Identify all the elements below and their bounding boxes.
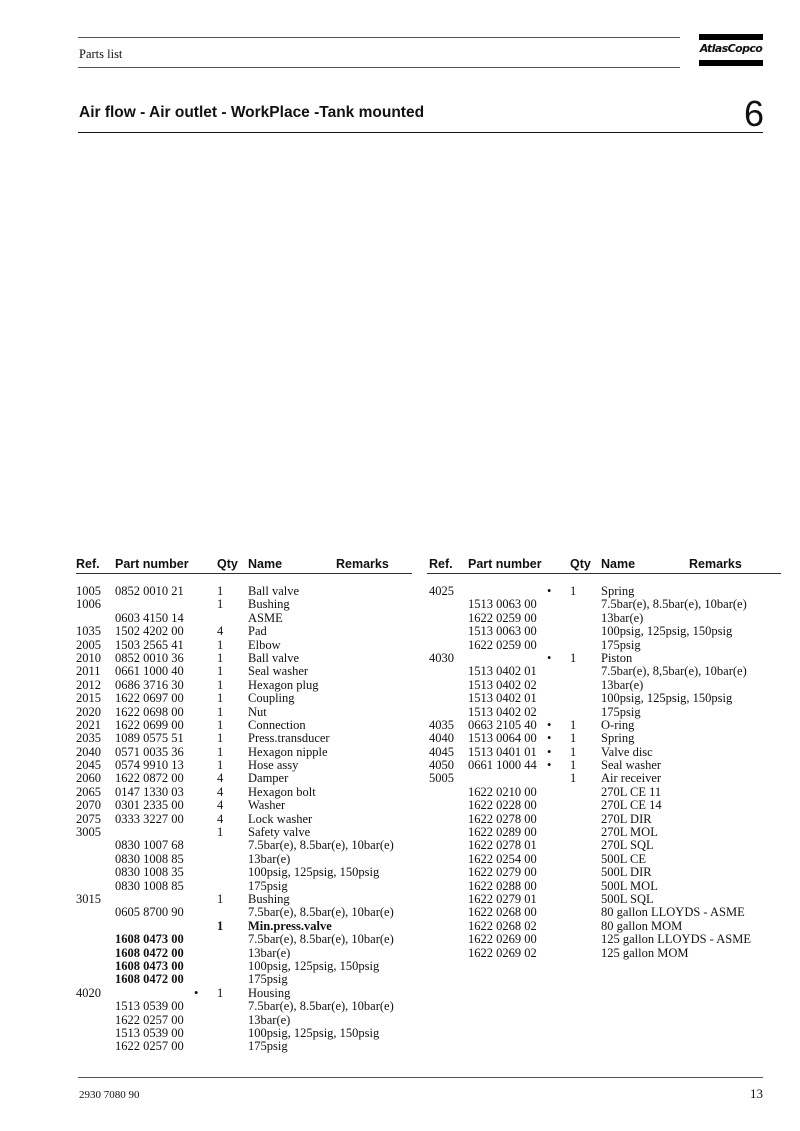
name-cell: 270L MOL [601,825,658,840]
table-row [76,1027,412,1040]
parts-table-right [427,556,781,960]
qty-cell: 1 [217,637,224,652]
name-cell: Bushing [248,597,290,612]
qty-cell: 1 [217,744,224,759]
part-number-cell: 1513 0539 00 [115,999,184,1014]
name-cell: 13bar(e) [601,677,644,692]
ref-cell: 4030 [429,650,454,665]
part-number-cell: 1622 0699 00 [115,717,184,732]
header-ref: Ref. [429,557,453,571]
ref-cell: 2070 [76,798,101,813]
part-number-cell: 1622 0259 00 [468,610,537,625]
qty-cell: 1 [217,704,224,719]
ref-cell: 1005 [76,584,101,598]
name-cell: Washer [248,798,286,813]
ref-cell: 2010 [76,650,101,665]
part-number-cell: 0147 1330 03 [115,784,184,799]
qty-cell: 1 [570,744,577,759]
table-row [76,933,412,946]
name-cell: 100psig, 125psig, 150psig [248,1025,380,1040]
table-row [76,947,412,960]
qty-cell: 1 [570,758,577,773]
name-cell: 80 gallon MOM [601,918,683,933]
qty-cell: 1 [217,597,224,612]
header-qty: Qty [217,557,238,571]
name-cell: 7.5bar(e), 8.5bar(e), 10bar(e) [248,999,394,1014]
table-row [427,759,781,772]
table-row [427,866,781,879]
name-cell: 270L DIR [601,811,652,826]
name-cell: 125 gallon MOM [601,945,689,960]
ref-cell: 2012 [76,677,101,692]
ref-cell: 4035 [429,717,454,732]
name-cell: 175psig [248,1039,288,1054]
part-number-cell: 1608 0472 00 [115,945,184,960]
name-cell: 500L MOL [601,878,658,893]
ref-cell: 4025 [429,584,454,598]
table-row [427,853,781,866]
part-number-cell: 0852 0010 21 [115,584,184,598]
table-row [76,960,412,973]
ref-cell: 4045 [429,744,454,759]
table-row [76,866,412,879]
table-row [76,786,412,799]
name-cell: 7.5bar(e), 8.5bar(e), 10bar(e) [248,905,394,920]
bullet-marker: • [547,731,552,746]
qty-cell: 1 [217,731,224,746]
part-number-cell: 1513 0401 01 [468,744,537,759]
ref-cell: 2040 [76,744,101,759]
table-row [76,598,412,611]
qty-cell: 1 [217,584,224,598]
name-cell: 13bar(e) [601,610,644,625]
table-row [427,612,781,625]
part-number-cell: 1622 0268 00 [468,905,537,920]
table-row [427,933,781,946]
table-row [427,679,781,692]
part-number-cell: 1622 0698 00 [115,704,184,719]
name-cell: 270L SQL [601,838,654,853]
bullet-marker: • [547,650,552,665]
table-row [427,585,781,598]
ref-cell: 5005 [429,771,454,786]
table-row [427,920,781,933]
name-cell: 100psig, 125psig, 150psig [601,624,733,639]
table-row [76,679,412,692]
part-number-cell: 1622 0278 01 [468,838,537,853]
part-number-cell: 0830 1008 35 [115,865,184,880]
ref-cell: 2060 [76,771,101,786]
table-row [427,746,781,759]
name-cell: 80 gallon LLOYDS - ASME [601,905,745,920]
table-row [76,853,412,866]
table-row [76,719,412,732]
section-label: Parts list [79,47,123,61]
table-row [76,813,412,826]
table-row [76,906,412,919]
part-number-cell: 1622 0257 00 [115,1012,184,1027]
name-cell: Hexagon plug [248,677,319,692]
part-number-cell: 1513 0064 00 [468,731,537,746]
table-row [76,987,412,1000]
part-number-cell: 1622 0259 00 [468,637,537,652]
ref-cell: 2075 [76,811,101,826]
name-cell: 100psig, 125psig, 150psig [248,865,380,880]
qty-cell: 1 [217,891,224,906]
table-row [427,706,781,719]
header-remarks: Remarks [336,557,389,571]
name-cell: 270L CE 11 [601,784,662,799]
document-number: 2930 7080 90 [79,1089,140,1101]
table-row [76,585,412,598]
table-row [427,732,781,745]
part-number-cell: 1622 0254 00 [468,851,537,866]
qty-cell: 4 [217,784,224,799]
table-row [76,1000,412,1013]
name-cell: Elbow [248,637,281,652]
table-row [76,639,412,652]
name-cell: 500L DIR [601,865,652,880]
name-cell: 13bar(e) [248,945,291,960]
table-row [427,692,781,705]
ref-cell: 2021 [76,717,101,732]
logo-bottom-bar [699,60,763,66]
qty-cell: 1 [570,731,577,746]
name-cell: Hose assy [248,758,299,773]
header-bottom-rule [78,67,680,68]
footer-rule [78,1077,763,1078]
qty-cell: 1 [217,691,224,706]
ref-cell: 3015 [76,891,101,906]
qty-cell: 1 [217,985,224,1000]
table-row [427,639,781,652]
header-remarks: Remarks [689,557,742,571]
name-cell: 13bar(e) [248,851,291,866]
table-row [427,665,781,678]
ref-cell: 4020 [76,985,101,1000]
part-number-cell: 1513 0063 00 [468,624,537,639]
table-header-right [427,556,781,574]
table-row [76,625,412,638]
bullet-marker: • [547,744,552,759]
header-name: Name [248,557,283,571]
part-number-cell: 0686 3716 30 [115,677,184,692]
name-cell: Seal washer [248,664,309,679]
part-number-cell: 1622 0269 00 [468,932,537,947]
part-number-cell: 0852 0010 36 [115,650,184,665]
name-cell: Coupling [248,691,295,706]
table-row [427,880,781,893]
name-cell: 175psig [601,637,641,652]
name-cell: ASME [248,610,283,625]
table-row [427,786,781,799]
ref-cell: 1035 [76,624,101,639]
table-row [76,652,412,665]
ref-cell: 4040 [429,731,454,746]
header-top-rule [78,37,680,38]
part-number-cell: 1622 0210 00 [468,784,537,799]
chapter-number: 6 [743,93,764,134]
ref-cell: 4050 [429,758,454,773]
parts-table-left [76,556,412,1054]
logo-top-bar [699,34,763,40]
part-number-cell: 1513 0402 02 [468,677,537,692]
header-part-number: Part number [468,557,542,571]
ref-cell: 2015 [76,691,101,706]
table-row [76,612,412,625]
part-number-cell: 0574 9910 13 [115,758,184,773]
table-row [76,665,412,678]
part-number-cell: 1622 0268 02 [468,918,537,933]
name-cell: Nut [248,704,267,719]
table-row [427,625,781,638]
ref-cell: 2065 [76,784,101,799]
page-title: Air flow - Air outlet - WorkPlace -Tank mounted [79,104,425,121]
qty-cell: 1 [217,650,224,665]
name-cell: 7.5bar(e), 8.5bar(e), 10bar(e) [248,932,394,947]
name-cell: Piston [601,650,633,665]
part-number-cell: 0830 1008 85 [115,851,184,866]
table-row [427,799,781,812]
name-cell: 175psig [601,704,641,719]
part-number-cell: 1513 0063 00 [468,597,537,612]
part-number-cell: 1608 0472 00 [115,972,184,987]
qty-cell: 1 [217,758,224,773]
ref-cell: 2020 [76,704,101,719]
part-number-cell: 0830 1008 85 [115,878,184,893]
name-cell: 125 gallon LLOYDS - ASME [601,932,751,947]
table-row [427,826,781,839]
part-number-cell: 1622 0279 01 [468,891,537,906]
qty-cell: 4 [217,798,224,813]
ref-cell: 2011 [76,664,101,679]
table-rows-right [427,585,781,960]
header-name: Name [601,557,636,571]
table-row [427,598,781,611]
part-number-cell: 0605 8700 90 [115,905,184,920]
name-cell: Air receiver [601,771,662,786]
part-number-cell: 1089 0575 51 [115,731,184,746]
header-qty: Qty [570,557,591,571]
part-number-cell: 0661 1000 44 [468,758,537,773]
part-number-cell: 0333 3227 00 [115,811,184,826]
qty-cell: 1 [570,650,577,665]
atlas-copco-logo [699,34,763,66]
qty-cell: 1 [217,717,224,732]
part-number-cell: 1513 0402 01 [468,664,537,679]
part-number-cell: 1513 0402 02 [468,704,537,719]
name-cell: 270L CE 14 [601,798,662,813]
table-row [427,772,781,785]
header-ref: Ref. [76,557,100,571]
name-cell: Pad [248,624,267,639]
ref-cell: 2035 [76,731,101,746]
name-cell: Damper [248,771,289,786]
name-cell: Lock washer [248,811,313,826]
qty-cell: 4 [217,811,224,826]
name-cell: 500L CE [601,851,647,866]
name-cell: Hexagon nipple [248,744,328,759]
table-row [76,880,412,893]
name-cell: 100psig, 125psig, 150psig [248,958,380,973]
name-cell: 7.5bar(e), 8.5bar(e), 10bar(e) [248,838,394,853]
bullet-marker: • [194,985,199,1000]
part-number-cell: 1622 0872 00 [115,771,184,786]
table-row [76,692,412,705]
qty-cell: 4 [217,624,224,639]
qty-cell: 1 [217,825,224,840]
ref-cell: 2045 [76,758,101,773]
part-number-cell: 0830 1007 68 [115,838,184,853]
table-row [427,947,781,960]
table-row [76,893,412,906]
name-cell: Min.press.valve [248,918,332,933]
table-row [427,906,781,919]
part-number-cell: 1622 0269 02 [468,945,537,960]
name-cell: 7.5bar(e), 8,5bar(e), 10bar(e) [601,664,747,679]
table-row [76,759,412,772]
bullet-marker: • [547,758,552,773]
table-rows-left [76,585,412,1054]
page-number: 13 [750,1086,763,1101]
qty-cell: 1 [217,918,224,933]
name-cell: Housing [248,985,291,1000]
part-number-cell: 1622 0697 00 [115,691,184,706]
part-number-cell: 1608 0473 00 [115,958,184,973]
name-cell: Hexagon bolt [248,784,316,799]
logo-text: AtlasCopco [699,42,763,55]
part-number-cell: 1622 0289 00 [468,825,537,840]
part-number-cell: 1622 0257 00 [115,1039,184,1054]
part-number-cell: 0603 4150 14 [115,610,184,625]
table-row [76,839,412,852]
name-cell: Connection [248,717,306,732]
table-row [76,772,412,785]
table-row [76,799,412,812]
part-number-cell: 0661 1000 40 [115,664,184,679]
table-row [427,839,781,852]
part-number-cell: 1622 0228 00 [468,798,537,813]
name-cell: Ball valve [248,584,300,598]
table-row [427,719,781,732]
bullet-marker: • [547,584,552,598]
part-number-cell: 1622 0278 00 [468,811,537,826]
table-row [76,1014,412,1027]
table-row [76,973,412,986]
name-cell: Press.transducer [248,731,330,746]
name-cell: 100psig, 125psig, 150psig [601,691,733,706]
header-part-number: Part number [115,557,189,571]
table-row [427,652,781,665]
name-cell: Valve disc [601,744,653,759]
ref-cell: 1006 [76,597,101,612]
table-row [76,732,412,745]
name-cell: 175psig [248,972,288,987]
qty-cell: 1 [570,771,577,786]
name-cell: O-ring [601,717,635,732]
part-number-cell: 1502 4202 00 [115,624,184,639]
name-cell: 13bar(e) [248,1012,291,1027]
ref-cell: 3005 [76,825,101,840]
name-cell: Ball valve [248,650,300,665]
qty-cell: 1 [570,717,577,732]
ref-cell: 2005 [76,637,101,652]
qty-cell: 4 [217,771,224,786]
table-row [76,1040,412,1053]
name-cell: Safety valve [248,825,311,840]
name-cell: 500L SQL [601,891,654,906]
part-number-cell: 1608 0473 00 [115,932,184,947]
bullet-marker: • [547,717,552,732]
part-number-cell: 0301 2335 00 [115,798,184,813]
table-row [427,813,781,826]
part-number-cell: 1622 0279 00 [468,865,537,880]
part-number-cell: 1622 0288 00 [468,878,537,893]
table-header-left [76,556,412,574]
qty-cell: 1 [217,677,224,692]
name-cell: Seal washer [601,758,662,773]
name-cell: Spring [601,584,635,598]
table-row [76,826,412,839]
name-cell: 175psig [248,878,288,893]
part-number-cell: 0663 2105 40 [468,717,537,732]
table-row [76,706,412,719]
qty-cell: 1 [570,584,577,598]
part-number-cell: 1513 0402 01 [468,691,537,706]
table-row [76,746,412,759]
title-rule [78,132,763,133]
part-number-cell: 1503 2565 41 [115,637,184,652]
table-row [427,893,781,906]
name-cell: Bushing [248,891,290,906]
name-cell: Spring [601,731,635,746]
name-cell: 7.5bar(e), 8.5bar(e), 10bar(e) [601,597,747,612]
table-row [76,920,412,933]
part-number-cell: 0571 0035 36 [115,744,184,759]
part-number-cell: 1513 0539 00 [115,1025,184,1040]
qty-cell: 1 [217,664,224,679]
